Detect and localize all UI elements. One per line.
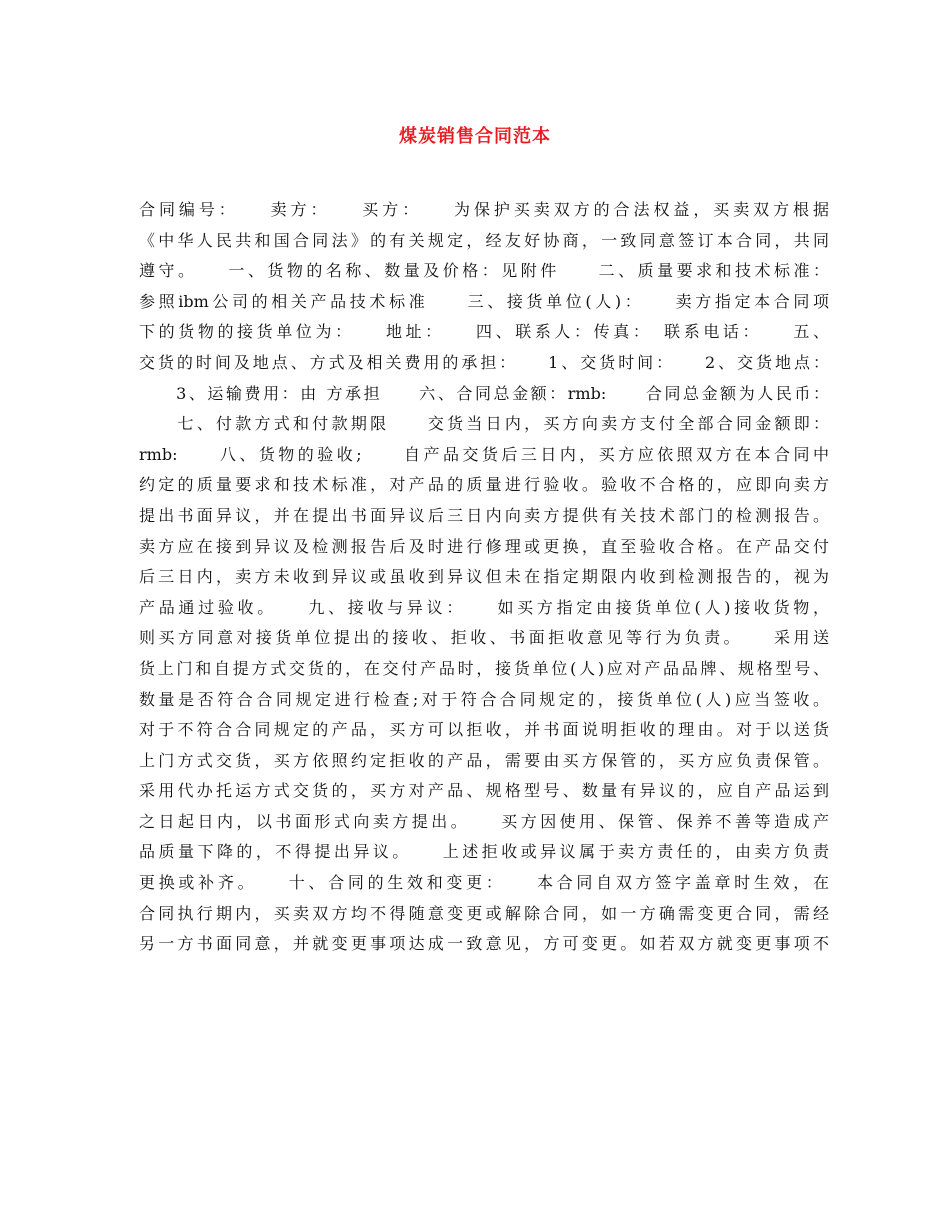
body-line: 另一方书面同意，并就变更事项达成一致意见，方可变更。如若双方就变更事项不 bbox=[139, 934, 829, 954]
body-line: 更换或补齐。 十、合同的生效和变更： 本合同自双方签字盖章时生效，在 bbox=[139, 873, 829, 893]
body-line: 上门方式交货，买方依照约定拒收的产品，需要由买方保管的，买方应负责保管。 bbox=[139, 750, 829, 770]
body-line: 合同编号： 卖方： 买方： 为保护买卖双方的合法权益，买卖双方根据 bbox=[139, 200, 829, 219]
body-line: 《中华人民共和国合同法》的有关规定，经友好协商，一致同意签订本合同，共同 bbox=[139, 230, 829, 250]
body-line: 之日起日内，以书面形式向卖方提出。 买方因使用、保管、保养不善等造成产 bbox=[139, 811, 829, 831]
body-line: 参照ibm公司的相关产品技术标准 三、接货单位(人)： 卖方指定本合同项 bbox=[139, 291, 829, 311]
body-line: 货上门和自提方式交货的，在交付产品时，接货单位(人)应对产品品牌、规格型号、 bbox=[139, 658, 829, 678]
contract-body bbox=[139, 195, 829, 960]
body-line: 卖方应在接到异议及检测报告后及时进行修理或更换，直至验收合格。在产品交付 bbox=[139, 536, 829, 556]
body-line: 后三日内，卖方未收到异议或虽收到异议但未在指定期限内收到检测报告的，视为 bbox=[139, 567, 829, 587]
body-line: 下的货物的接货单位为： 地址： 四、联系人：传真： 联系电话： 五、 bbox=[139, 322, 829, 342]
body-line: 采用代办托运方式交货的，买方对产品、规格型号、数量有异议的，应自产品运到 bbox=[139, 781, 829, 801]
body-line: 遵守。 一、货物的名称、数量及价格：见附件 二、质量要求和技术标准： bbox=[139, 261, 829, 281]
body-line: 品质量下降的，不得提出异议。 上述拒收或异议属于卖方责任的，由卖方负责 bbox=[139, 842, 829, 862]
body-line: 3、运输费用：由 方承担 六、合同总金额：rmb: 合同总金额为人民币： bbox=[139, 383, 829, 403]
body-line: 对于不符合合同规定的产品，买方可以拒收，并书面说明拒收的理由。对于以送货 bbox=[139, 720, 829, 740]
body-line: 产品通过验收。 九、接收与异议： 如买方指定由接货单位(人)接收货物， bbox=[139, 597, 829, 617]
body-line: 则买方同意对接货单位提出的接收、拒收、书面拒收意见等行为负责。 采用送 bbox=[139, 628, 829, 648]
body-line: 提出书面异议，并在提出书面异议后三日内向卖方提供有关技术部门的检测报告。 bbox=[139, 505, 829, 525]
body-line: 约定的质量要求和技术标准，对产品的质量进行验收。验收不合格的，应即向卖方 bbox=[139, 475, 829, 495]
body-line: 数量是否符合合同规定进行检查;对于符合合同规定的，接货单位(人)应当签收。 bbox=[139, 689, 829, 709]
document-title: 煤炭销售合同范本 bbox=[399, 126, 551, 147]
body-line: 合同执行期内，买卖双方均不得随意变更或解除合同，如一方确需变更合同，需经 bbox=[139, 903, 829, 923]
body-line: 七、付款方式和付款期限 交货当日内，买方向卖方支付全部合同金额即： bbox=[139, 414, 829, 434]
body-line: 交货的时间及地点、方式及相关费用的承担： 1、交货时间： 2、交货地点： bbox=[139, 352, 829, 372]
body-line: rmb: 八、货物的验收; 自产品交货后三日内，买方应依照双方在本合同中 bbox=[139, 444, 829, 464]
